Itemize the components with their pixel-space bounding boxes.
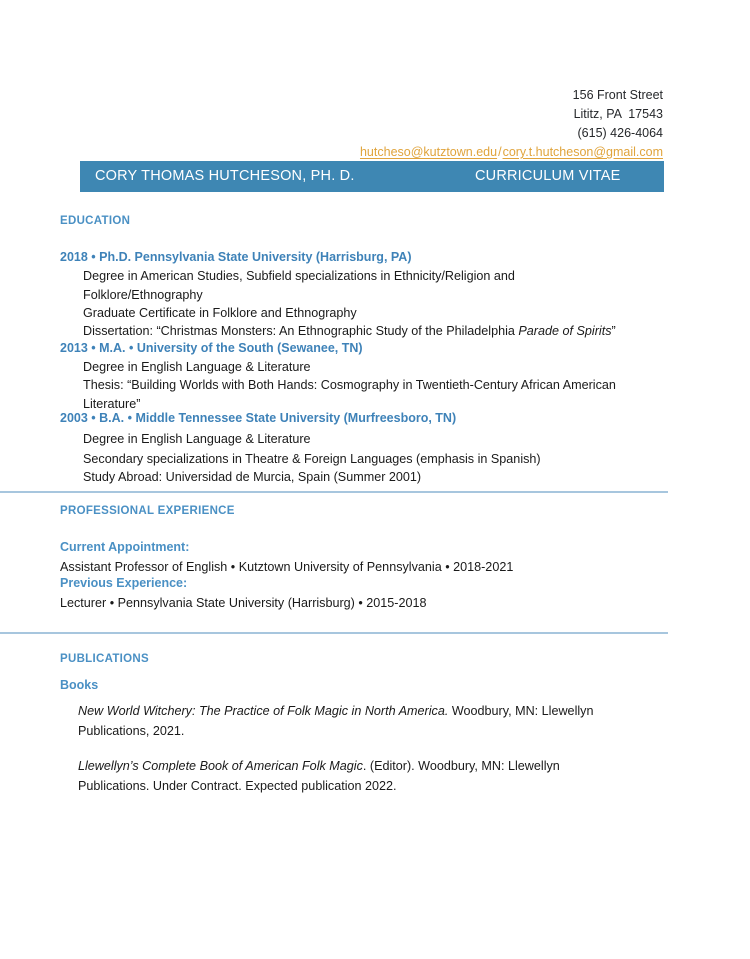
education-entry-title-2: 2003 • B.A. • Middle Tennessee State University (Murfreesboro, TN): [60, 411, 457, 425]
book-citation-rest: Woodbury, MN: Llewellyn Publications, 2021.: [78, 704, 594, 738]
previous-experience-value: Lecturer • Pennsylvania State University (Harrisburg) • 2015-2018: [60, 596, 427, 610]
book-title-italic: Llewellyn’s Complete Book of American Folk Magic: [78, 759, 363, 773]
section-divider: [0, 632, 668, 634]
publications-books-label: Books: [60, 678, 99, 692]
publication-entry: [78, 702, 643, 741]
education-entry-line: Thesis: “Building Worlds with Both Hands: Cosmography in Twentieth-Century African American Literature”: [83, 378, 616, 411]
personal-email-link[interactable]: cory.t.hutcheson@gmail.com: [502, 145, 663, 159]
education-entry-line: Study Abroad: Universidad de Murcia, Spain (Summer 2001): [83, 470, 422, 484]
education-entry-title-1: 2013 • M.A. • University of the South (Sewanee, TN): [60, 341, 363, 355]
education-entry-title-0: 2018 • Ph.D. Pennsylvania State University (Harrisburg, PA): [60, 250, 412, 264]
section-divider: [0, 491, 668, 493]
education-entry-line: Secondary specializations in Theatre & Foreign Languages (emphasis in Spanish): [83, 452, 541, 466]
education-entry-line: Graduate Certificate in Folklore and Ethnography: [83, 306, 357, 320]
contact-block: [0, 86, 663, 162]
phone-number: (615) 426-4064: [577, 126, 663, 140]
email-separator: /: [498, 145, 502, 159]
book-citation-rest: . (Editor). Woodbury, MN: Llewellyn Publications. Under Contract. Expected publication 2022.: [78, 759, 560, 793]
email-line: [0, 143, 663, 162]
book-title-italic: New World Witchery: The Practice of Folk Magic in North America.: [78, 704, 449, 718]
section-heading-publications: PUBLICATIONS: [60, 653, 149, 665]
work-email-link[interactable]: hutcheso@kutztown.edu: [359, 145, 498, 159]
education-entry-line: Degree in English Language & Literature: [83, 360, 311, 374]
section-heading-professional-experience: PROFESSIONAL EXPERIENCE: [60, 505, 235, 517]
education-entry-line: [83, 322, 663, 341]
address-line-2: Lititz, PA 17543: [573, 107, 663, 121]
education-entry-line: Degree in American Studies, Subfield specializations in Ethnicity/Religion and Folklore/Ethnography: [83, 269, 515, 302]
cv-owner-name: CORY THOMAS HUTCHESON, PH. D.: [95, 168, 355, 184]
section-heading-education: EDUCATION: [60, 215, 131, 227]
previous-experience-label: Previous Experience:: [60, 576, 188, 590]
publication-entry: [78, 757, 603, 796]
dissertation-title-italic: Parade of Spirits: [518, 324, 612, 338]
current-appointment-value: Assistant Professor of English • Kutztown University of Pennsylvania • 2018-2021: [60, 560, 514, 574]
document-type-label: CURRICULUM VITAE: [475, 168, 621, 184]
title-banner: [80, 161, 664, 192]
education-entry-line: Degree in English Language & Literature: [83, 432, 311, 446]
dissertation-suffix: ”: [611, 324, 616, 338]
address-line-1: 156 Front Street: [572, 88, 663, 102]
current-appointment-label: Current Appointment:: [60, 540, 190, 554]
dissertation-prefix: Dissertation: “Christmas Monsters: An Ethnographic Study of the Philadelphia: [83, 324, 519, 338]
